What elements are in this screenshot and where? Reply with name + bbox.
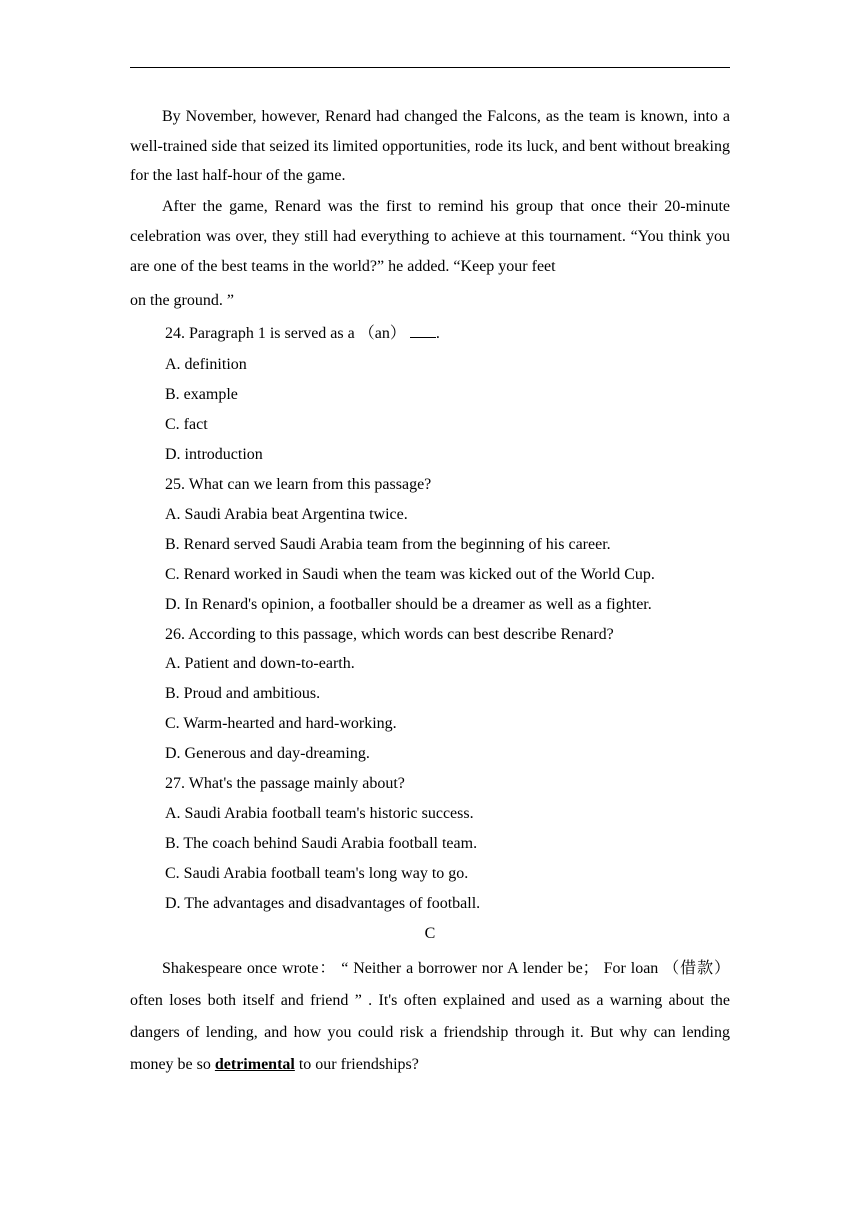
option: A. definition	[165, 356, 247, 373]
question-26: 26. According to this passage, which words can best describe Renard?	[165, 626, 614, 643]
paragraph-text: Shakespeare once wrote： “ Neither a borrower nor A lender be； For loan （借款）often loses both itself and friend ” . It's often explained and used as a warning about the dangers of lending, and how you could risk a friendship through it. But why can lending money be so	[130, 960, 730, 1073]
question-stem-end: .	[435, 325, 440, 342]
option: A. Saudi Arabia football team's historic success.	[165, 805, 474, 822]
passage-paragraph	[130, 192, 730, 316]
option: A. Patient and down-to-earth.	[165, 655, 355, 672]
option: C. Saudi Arabia football team's long way to go.	[165, 865, 469, 882]
option: C. fact	[165, 416, 208, 433]
passage-paragraph	[130, 953, 730, 1081]
question-27: 27. What's the passage mainly about?	[165, 775, 405, 792]
option: C. Warm-hearted and hard-working.	[165, 715, 397, 732]
question-stem: 24. Paragraph 1 is served as a （an）	[165, 325, 406, 342]
paragraph-text: to our friendships?	[294, 1056, 419, 1073]
option: B. Proud and ambitious.	[165, 685, 321, 702]
header-rule	[130, 67, 730, 68]
option: D. The advantages and disadvantages of football.	[165, 895, 481, 912]
vocab-word: detrimental	[214, 1056, 295, 1073]
option: D. In Renard's opinion, a footballer should be a dreamer as well as a fighter.	[165, 596, 652, 613]
option: B. Renard served Saudi Arabia team from the beginning of his career.	[165, 536, 611, 553]
option: C. Renard worked in Saudi when the team was kicked out of the World Cup.	[165, 566, 655, 583]
answer-blank	[410, 323, 436, 338]
option: D. Generous and day-dreaming.	[165, 745, 370, 762]
option: B. example	[165, 386, 238, 403]
section-heading: C	[424, 925, 436, 942]
question-25: 25. What can we learn from this passage?	[165, 476, 432, 493]
option: D. introduction	[165, 446, 263, 463]
question-24	[165, 323, 440, 344]
passage-paragraph: By November, however, Renard had changed the Falcons, as the team is known, into a well-trained side that seized its limited opportunities, rode its luck, and bent without breaking for the last half-hour of the game.	[130, 108, 730, 184]
option: B. The coach behind Saudi Arabia football team.	[165, 835, 478, 852]
paragraph-last-line: on the ground. ”	[130, 292, 234, 309]
option: A. Saudi Arabia beat Argentina twice.	[165, 506, 408, 523]
paragraph-text: After the game, Renard was the first to remind his group that once their 20-minute celebration was over, they still had everything to achieve at this tournament. “You think you are one of the best teams in the world?” he added. “Keep your feet	[130, 198, 730, 275]
